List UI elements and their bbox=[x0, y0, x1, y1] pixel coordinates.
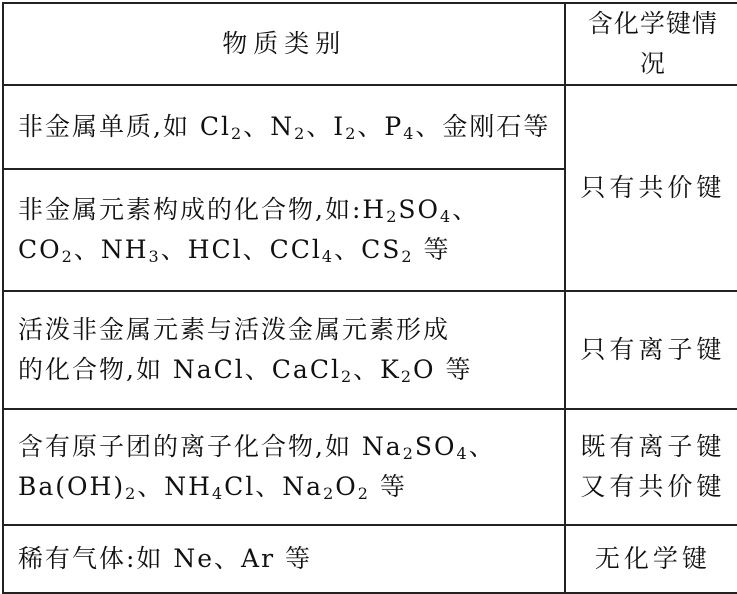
category-text-line bbox=[18, 230, 550, 270]
subscript: 4 bbox=[403, 124, 416, 143]
bond-cell bbox=[565, 525, 737, 593]
text-segment: 、K bbox=[353, 355, 401, 384]
header-row bbox=[3, 3, 737, 85]
text-segment: 非金属单质,如 Cl bbox=[18, 112, 232, 141]
subscript: 4 bbox=[211, 484, 225, 503]
subscript: 2 bbox=[401, 247, 414, 266]
text-segment: SO bbox=[398, 195, 440, 224]
category-text-line bbox=[18, 190, 550, 230]
category-text-line bbox=[18, 107, 550, 147]
bond-text-line: 又有共价键 bbox=[580, 472, 726, 501]
subscript: 2 bbox=[357, 484, 370, 503]
text-segment: 、NH bbox=[137, 472, 212, 501]
header-substance-category: 物质类别 bbox=[3, 3, 565, 85]
subscript: 2 bbox=[402, 444, 415, 463]
category-text-line bbox=[18, 350, 550, 390]
text-segment: 、CS bbox=[334, 235, 402, 264]
bond-cell bbox=[565, 409, 737, 525]
subscript: 2 bbox=[231, 124, 244, 143]
category-cell bbox=[3, 85, 565, 169]
subscript: 2 bbox=[125, 484, 138, 503]
text-segment: 、P bbox=[357, 112, 404, 141]
text-segment: 稀有气体:如 Ne、Ar 等 bbox=[18, 544, 312, 573]
text-segment: 、NH bbox=[73, 235, 149, 264]
text-segment: Cl、Na bbox=[224, 472, 324, 501]
chemical-bond-table bbox=[2, 2, 737, 594]
category-text-line bbox=[18, 427, 550, 467]
subscript: 2 bbox=[345, 124, 358, 143]
category-cell bbox=[3, 169, 565, 291]
subscript: 2 bbox=[294, 124, 307, 143]
bond-text-line: 只有离子键 bbox=[580, 335, 726, 364]
category-cell bbox=[3, 409, 565, 525]
text-segment: CO bbox=[18, 235, 62, 264]
category-cell bbox=[3, 525, 565, 593]
text-segment: 活泼非金属元素与活泼金属元素形成 bbox=[18, 315, 451, 344]
header-bond-situation: 含化学键情况 bbox=[565, 3, 737, 85]
bond-cell bbox=[565, 85, 737, 291]
subscript: 2 bbox=[323, 484, 336, 503]
bond-text-line: 既有离子键 bbox=[580, 432, 726, 461]
table-row bbox=[3, 525, 737, 593]
text-segment: 的化合物,如 NaCl、CaCl bbox=[18, 355, 341, 384]
category-text-line bbox=[18, 310, 550, 350]
subscript: 2 bbox=[340, 367, 354, 386]
subscript: 3 bbox=[148, 247, 161, 266]
text-segment: 含有原子团的离子化合物,如 Na bbox=[18, 432, 403, 461]
subscript: 2 bbox=[386, 207, 399, 226]
text-segment: 非金属元素构成的化合物,如:H bbox=[18, 195, 387, 224]
subscript: 2 bbox=[61, 247, 74, 266]
text-segment: 、 bbox=[468, 432, 496, 461]
category-text-line bbox=[18, 467, 550, 507]
text-segment: 、HCl、CCl bbox=[160, 235, 322, 264]
text-segment: Ba(OH) bbox=[18, 472, 126, 501]
table-row bbox=[3, 85, 737, 169]
text-segment: O bbox=[335, 472, 358, 501]
text-segment: 、 bbox=[452, 195, 480, 224]
text-segment: 、N bbox=[243, 112, 295, 141]
subscript: 4 bbox=[456, 444, 469, 463]
bond-text-line: 无化学键 bbox=[594, 544, 711, 573]
text-segment: SO bbox=[414, 432, 457, 461]
bond-cell bbox=[565, 291, 737, 409]
text-segment: 等 bbox=[369, 472, 407, 501]
text-segment: 、金刚石等 bbox=[415, 112, 551, 141]
bond-text-line: 只有共价键 bbox=[580, 173, 726, 202]
subscript: 4 bbox=[440, 207, 453, 226]
table-row bbox=[3, 291, 737, 409]
category-text-line bbox=[18, 539, 550, 579]
category-cell bbox=[3, 291, 565, 409]
text-segment: 、I bbox=[306, 112, 346, 141]
text-segment: O 等 bbox=[413, 355, 473, 384]
text-segment: 等 bbox=[413, 235, 451, 264]
table-row bbox=[3, 409, 737, 525]
subscript: 4 bbox=[321, 247, 335, 266]
subscript: 2 bbox=[400, 367, 414, 386]
